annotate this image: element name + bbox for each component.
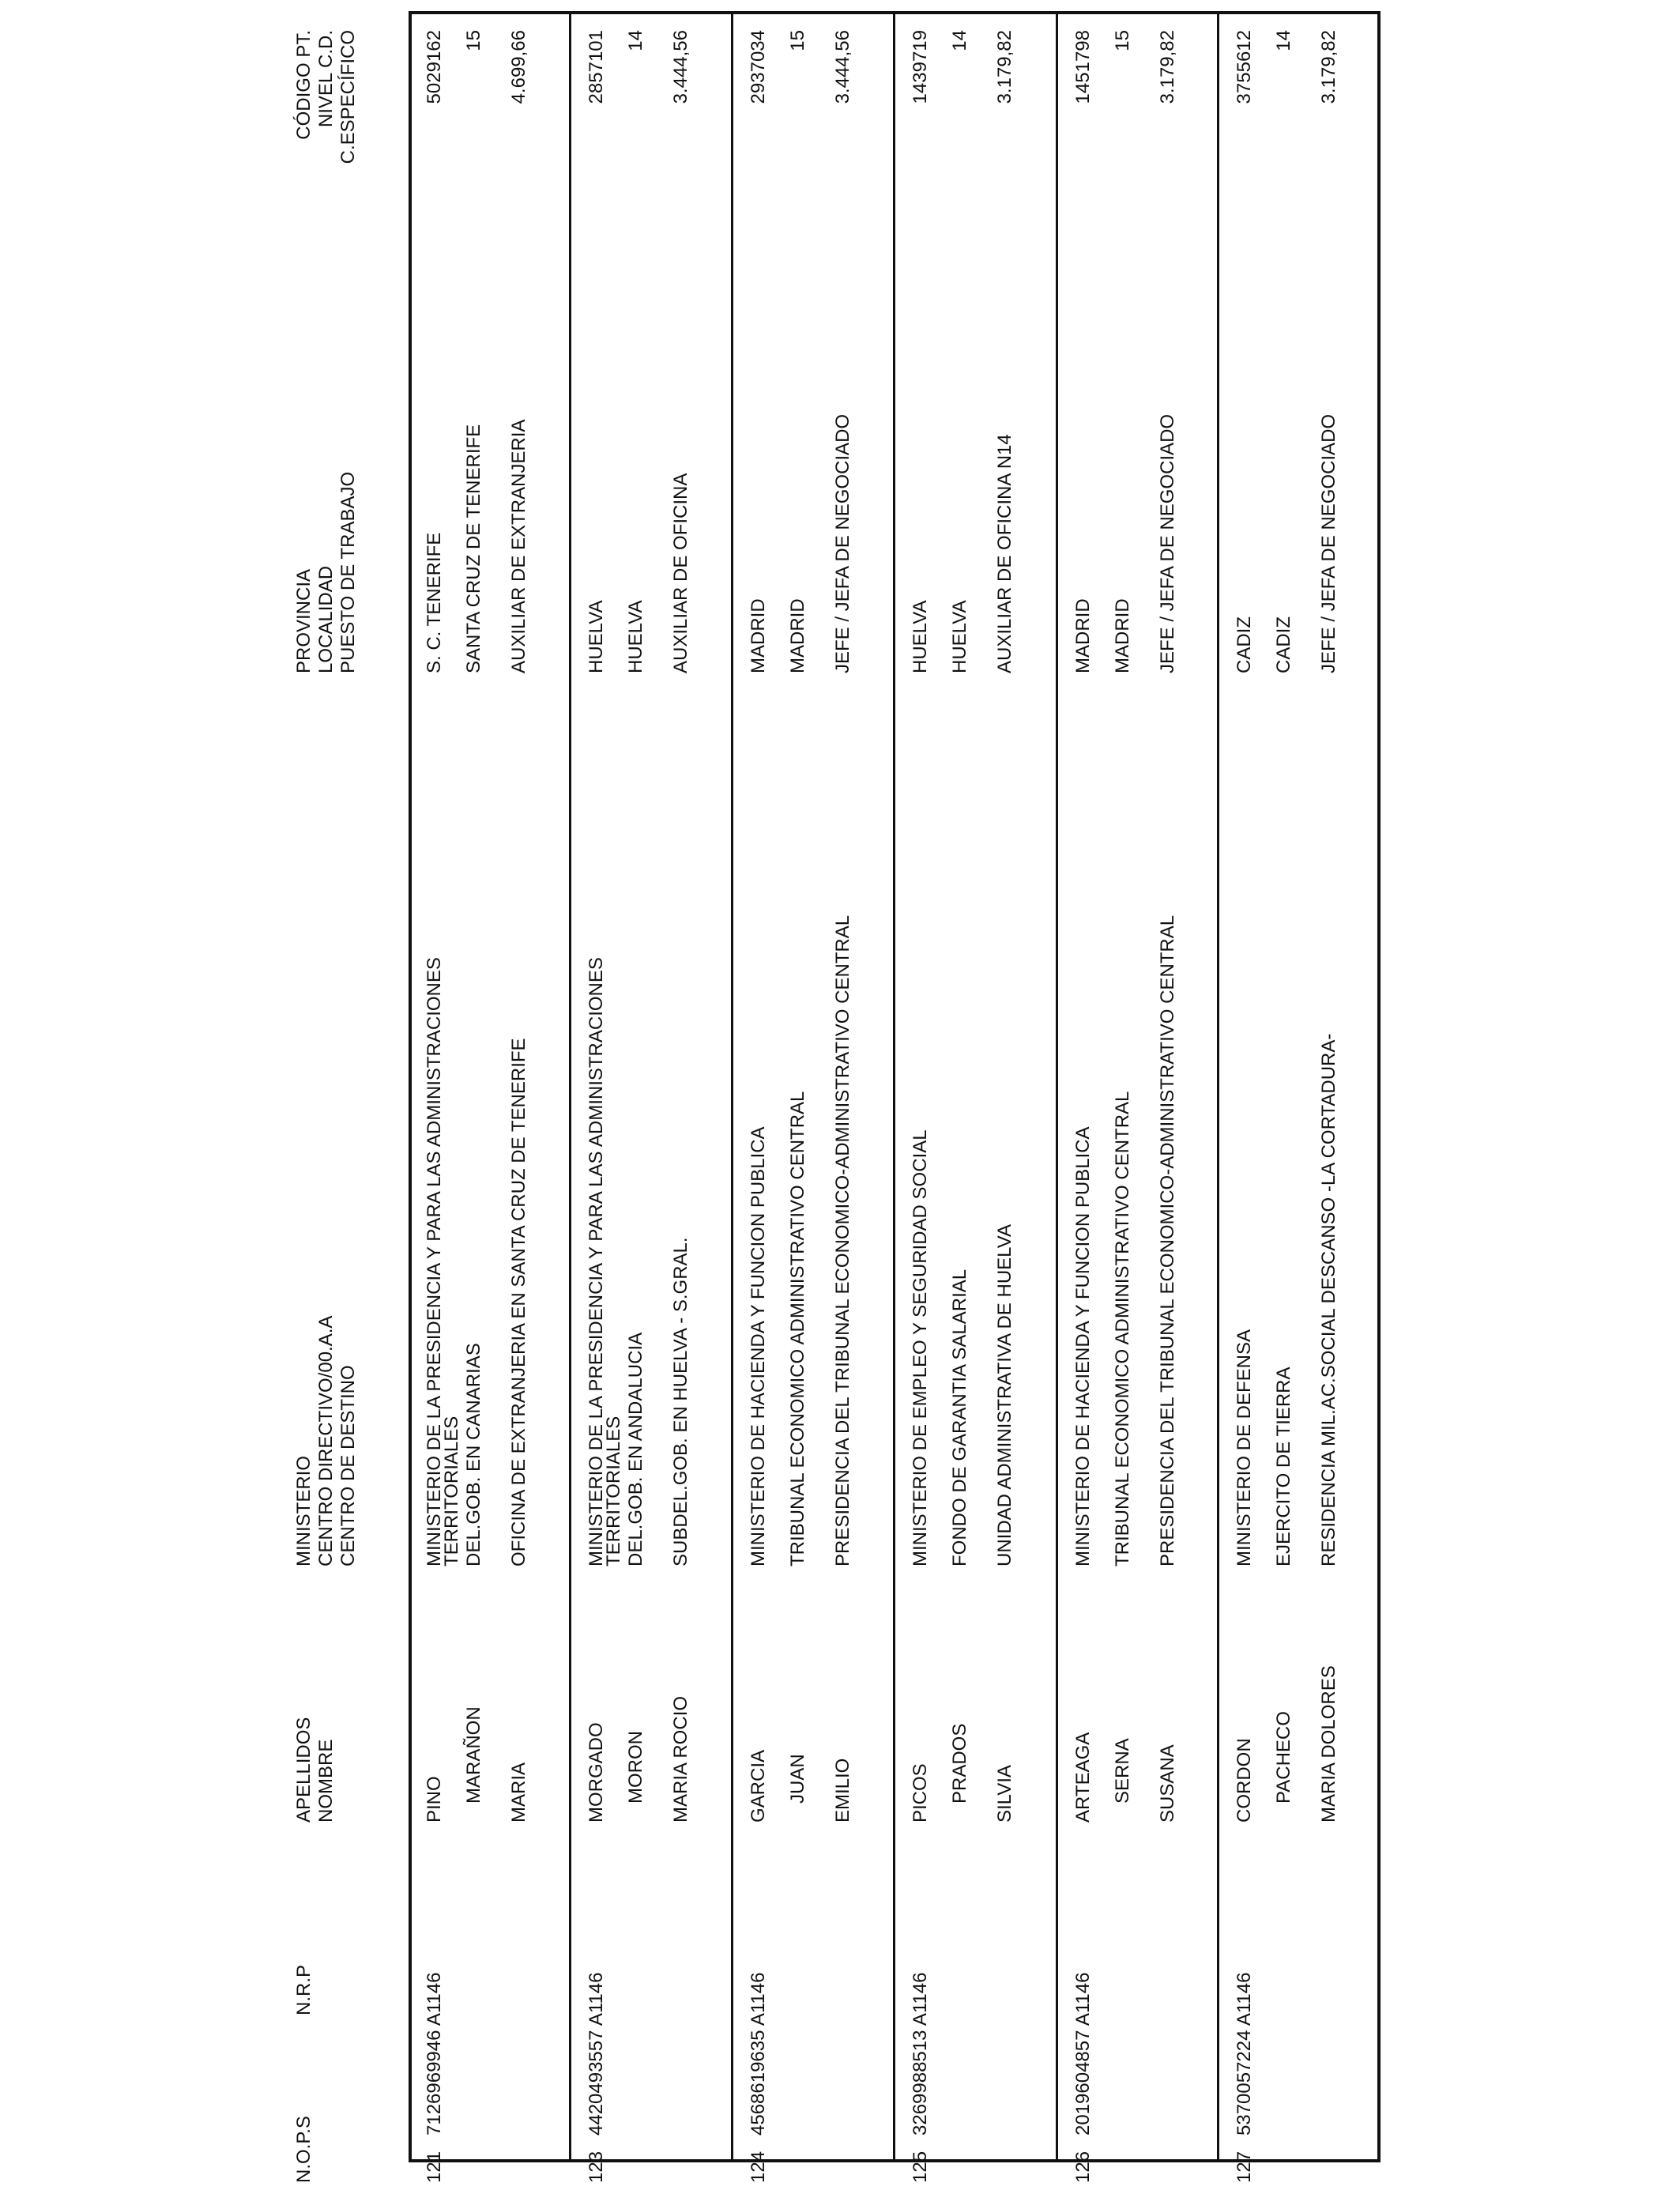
cell-c-especifico: 3.444,56 [832,30,853,104]
cell-centro-directivo: EJERCITO DE TIERRA [1273,1367,1294,1566]
cell-nops: 127 [1234,2151,1255,2183]
cell-apellido1: MORGADO [586,1722,607,1823]
header-ministerio [293,1316,360,1566]
cell-provincia: HUELVA [586,600,607,673]
cell-centro-destino: OFICINA DE EXTRANJERIA EN SANTA CRUZ DE TENERIFE [508,1038,529,1566]
cell-codigo-pt: 2937034 [748,30,769,104]
cell-localidad: MADRID [787,598,808,673]
header-nrp-label: N.R.P [293,1964,315,2015]
header-ministerio-label: MINISTERIO [293,1455,315,1566]
cell-apellido1: PICOS [910,1763,931,1823]
cell-centro-destino: RESIDENCIA MIL.AC.SOCIAL DESCANSO -LA CORTADURA- [1318,1033,1339,1566]
header-nops-label: N.O.P.S [293,2116,315,2183]
cell-nivel-cd: 14 [625,30,646,51]
cell-nivel-cd: 14 [949,30,970,51]
cell-ministerio: MINISTERIO DE LA PRESIDENCIA Y PARA LAS ADMINISTRACIONES [424,957,445,1566]
cell-provincia: MADRID [748,598,769,673]
cell-centro-directivo: DEL.GOB. EN CANARIAS [463,1343,484,1566]
cell-c-especifico: 4.699,66 [508,30,529,104]
cell-puesto: JEFE / JEFA DE NEGOCIADO [832,413,853,673]
cell-provincia: MADRID [1072,598,1094,673]
header-apellidos-label: APELLIDOS [293,1717,315,1823]
row-separator [569,11,571,2162]
cell-nrp: 4568619635 A1146 [748,1972,769,2136]
header-codigo [293,30,360,273]
cell-apellido1: GARCIA [748,1749,769,1823]
cell-ministerio: MINISTERIO DE DEFENSA [1234,1329,1255,1566]
cell-nrp: 7126969946 A1146 [424,1972,445,2136]
cell-puesto: JEFE / JEFA DE NEGOCIADO [1318,413,1339,673]
cell-apellido1: PINO [424,1776,445,1823]
row-separator [1056,11,1058,2162]
cell-provincia: CADIZ [1234,616,1255,673]
row-separator [731,11,733,2162]
cell-puesto: AUXILIAR DE OFICINA [670,473,691,673]
cell-puesto: JEFE / JEFA DE NEGOCIADO [1157,413,1178,673]
cell-c-especifico: 3.444,56 [670,30,691,104]
header-name [293,1717,337,1823]
header-centro-directivo-label: CENTRO DIRECTIVO/00.A.A [315,1315,337,1566]
cell-nops: 121 [424,2151,445,2183]
cell-apellido1: ARTEAGA [1072,1732,1094,1823]
cell-apellido2: PACHECO [1273,1711,1294,1804]
cell-localidad: HUELVA [949,600,970,673]
cell-nombre: EMILIO [832,1758,853,1823]
cell-codigo-pt: 2857101 [586,30,607,104]
cell-localidad: HUELVA [625,600,646,673]
cell-ministerio: MINISTERIO DE EMPLEO Y SEGURIDAD SOCIAL [910,1129,931,1566]
cell-codigo-pt: 3755612 [1234,30,1255,104]
row-separator [893,11,895,2162]
header-nivel-cd-label: NIVEL C.D. [315,30,337,128]
cell-ministerio-cont: TERRITORIALES [441,1416,462,1566]
cell-centro-directivo: DEL.GOB. EN ANDALUCIA [625,1332,646,1566]
header-c-especifico-label: C.ESPECÍFICO [337,30,359,164]
row-separator [1217,11,1219,2162]
header-nombre-label: NOMBRE [315,1739,337,1823]
cell-localidad: SANTA CRUZ DE TENERIFE [463,424,484,673]
cell-apellido1: CORDON [1234,1738,1255,1823]
header-codigo-pt-label: CÓDIGO PT. [293,30,315,140]
cell-nivel-cd: 15 [787,30,808,51]
header-localidad-label: LOCALIDAD [315,565,337,673]
header-nops [293,2116,315,2183]
header-nrp [293,1965,315,2015]
cell-ministerio: MINISTERIO DE HACIENDA Y FUNCION PUBLICA [1072,1126,1094,1566]
cell-provincia: S. C. TENERIFE [424,532,445,673]
cell-nivel-cd: 14 [1273,30,1294,51]
cell-centro-directivo: FONDO DE GARANTIA SALARIAL [949,1269,970,1566]
cell-localidad: CADIZ [1273,616,1294,673]
cell-c-especifico: 3.179,82 [1318,30,1339,104]
cell-nrp: 3269988513 A1146 [910,1972,931,2136]
cell-nrp: 2019604857 A1146 [1072,1972,1094,2136]
cell-ministerio-cont: TERRITORIALES [603,1416,624,1566]
cell-c-especifico: 3.179,82 [1157,30,1178,104]
cell-nops: 125 [910,2151,931,2183]
cell-apellido2: MARAÑON [463,1706,484,1804]
cell-provincia: HUELVA [910,600,931,673]
cell-c-especifico: 3.179,82 [994,30,1015,104]
cell-nops: 123 [586,2151,607,2183]
cell-ministerio: MINISTERIO DE LA PRESIDENCIA Y PARA LAS ADMINISTRACIONES [586,957,607,1566]
cell-nombre: MARIA ROCIO [670,1695,691,1823]
header-provincia [293,472,360,673]
cell-centro-destino: UNIDAD ADMINISTRATIVA DE HUELVA [994,1224,1015,1566]
cell-nombre: MARIA DOLORES [1318,1665,1339,1823]
cell-codigo-pt: 5029162 [424,30,445,104]
cell-nivel-cd: 15 [1112,30,1133,51]
cell-nivel-cd: 15 [463,30,484,51]
cell-codigo-pt: 1439719 [910,30,931,104]
cell-puesto: AUXILIAR DE EXTRANJERIA [508,419,529,673]
cell-ministerio: MINISTERIO DE HACIENDA Y FUNCION PUBLICA [748,1126,769,1566]
header-centro-destino-label: CENTRO DE DESTINO [337,1365,359,1566]
header-puesto-label: PUESTO DE TRABAJO [337,471,359,673]
cell-apellido2: MORON [625,1731,646,1804]
cell-centro-directivo: TRIBUNAL ECONOMICO ADMINISTRATIVO CENTRAL [787,1091,808,1566]
cell-localidad: MADRID [1112,598,1133,673]
cell-nombre: MARIA [508,1762,529,1823]
cell-nops: 124 [748,2151,769,2183]
cell-centro-destino: PRESIDENCIA DEL TRIBUNAL ECONOMICO-ADMINISTRATIVO CENTRAL [1157,914,1178,1566]
cell-apellido2: SERNA [1112,1738,1133,1804]
cell-nombre: SUSANA [1157,1744,1178,1823]
cell-puesto: AUXILIAR DE OFICINA N14 [994,434,1015,673]
cell-nrp: 5370057224 A1146 [1234,1972,1255,2136]
cell-centro-destino: SUBDEL.GOB. EN HUELVA - S.GRAL. [670,1237,691,1566]
cell-codigo-pt: 1451798 [1072,30,1094,104]
cell-nrp: 4420493557 A1146 [586,1972,607,2136]
cell-centro-directivo: TRIBUNAL ECONOMICO ADMINISTRATIVO CENTRAL [1112,1091,1133,1566]
cell-nombre: SILVIA [994,1765,1015,1823]
cell-apellido2: PRADOS [949,1723,970,1804]
cell-nops: 126 [1072,2151,1094,2183]
cell-apellido2: JUAN [787,1754,808,1804]
header-provincia-label: PROVINCIA [293,568,315,673]
cell-centro-destino: PRESIDENCIA DEL TRIBUNAL ECONOMICO-ADMINISTRATIVO CENTRAL [832,914,853,1566]
